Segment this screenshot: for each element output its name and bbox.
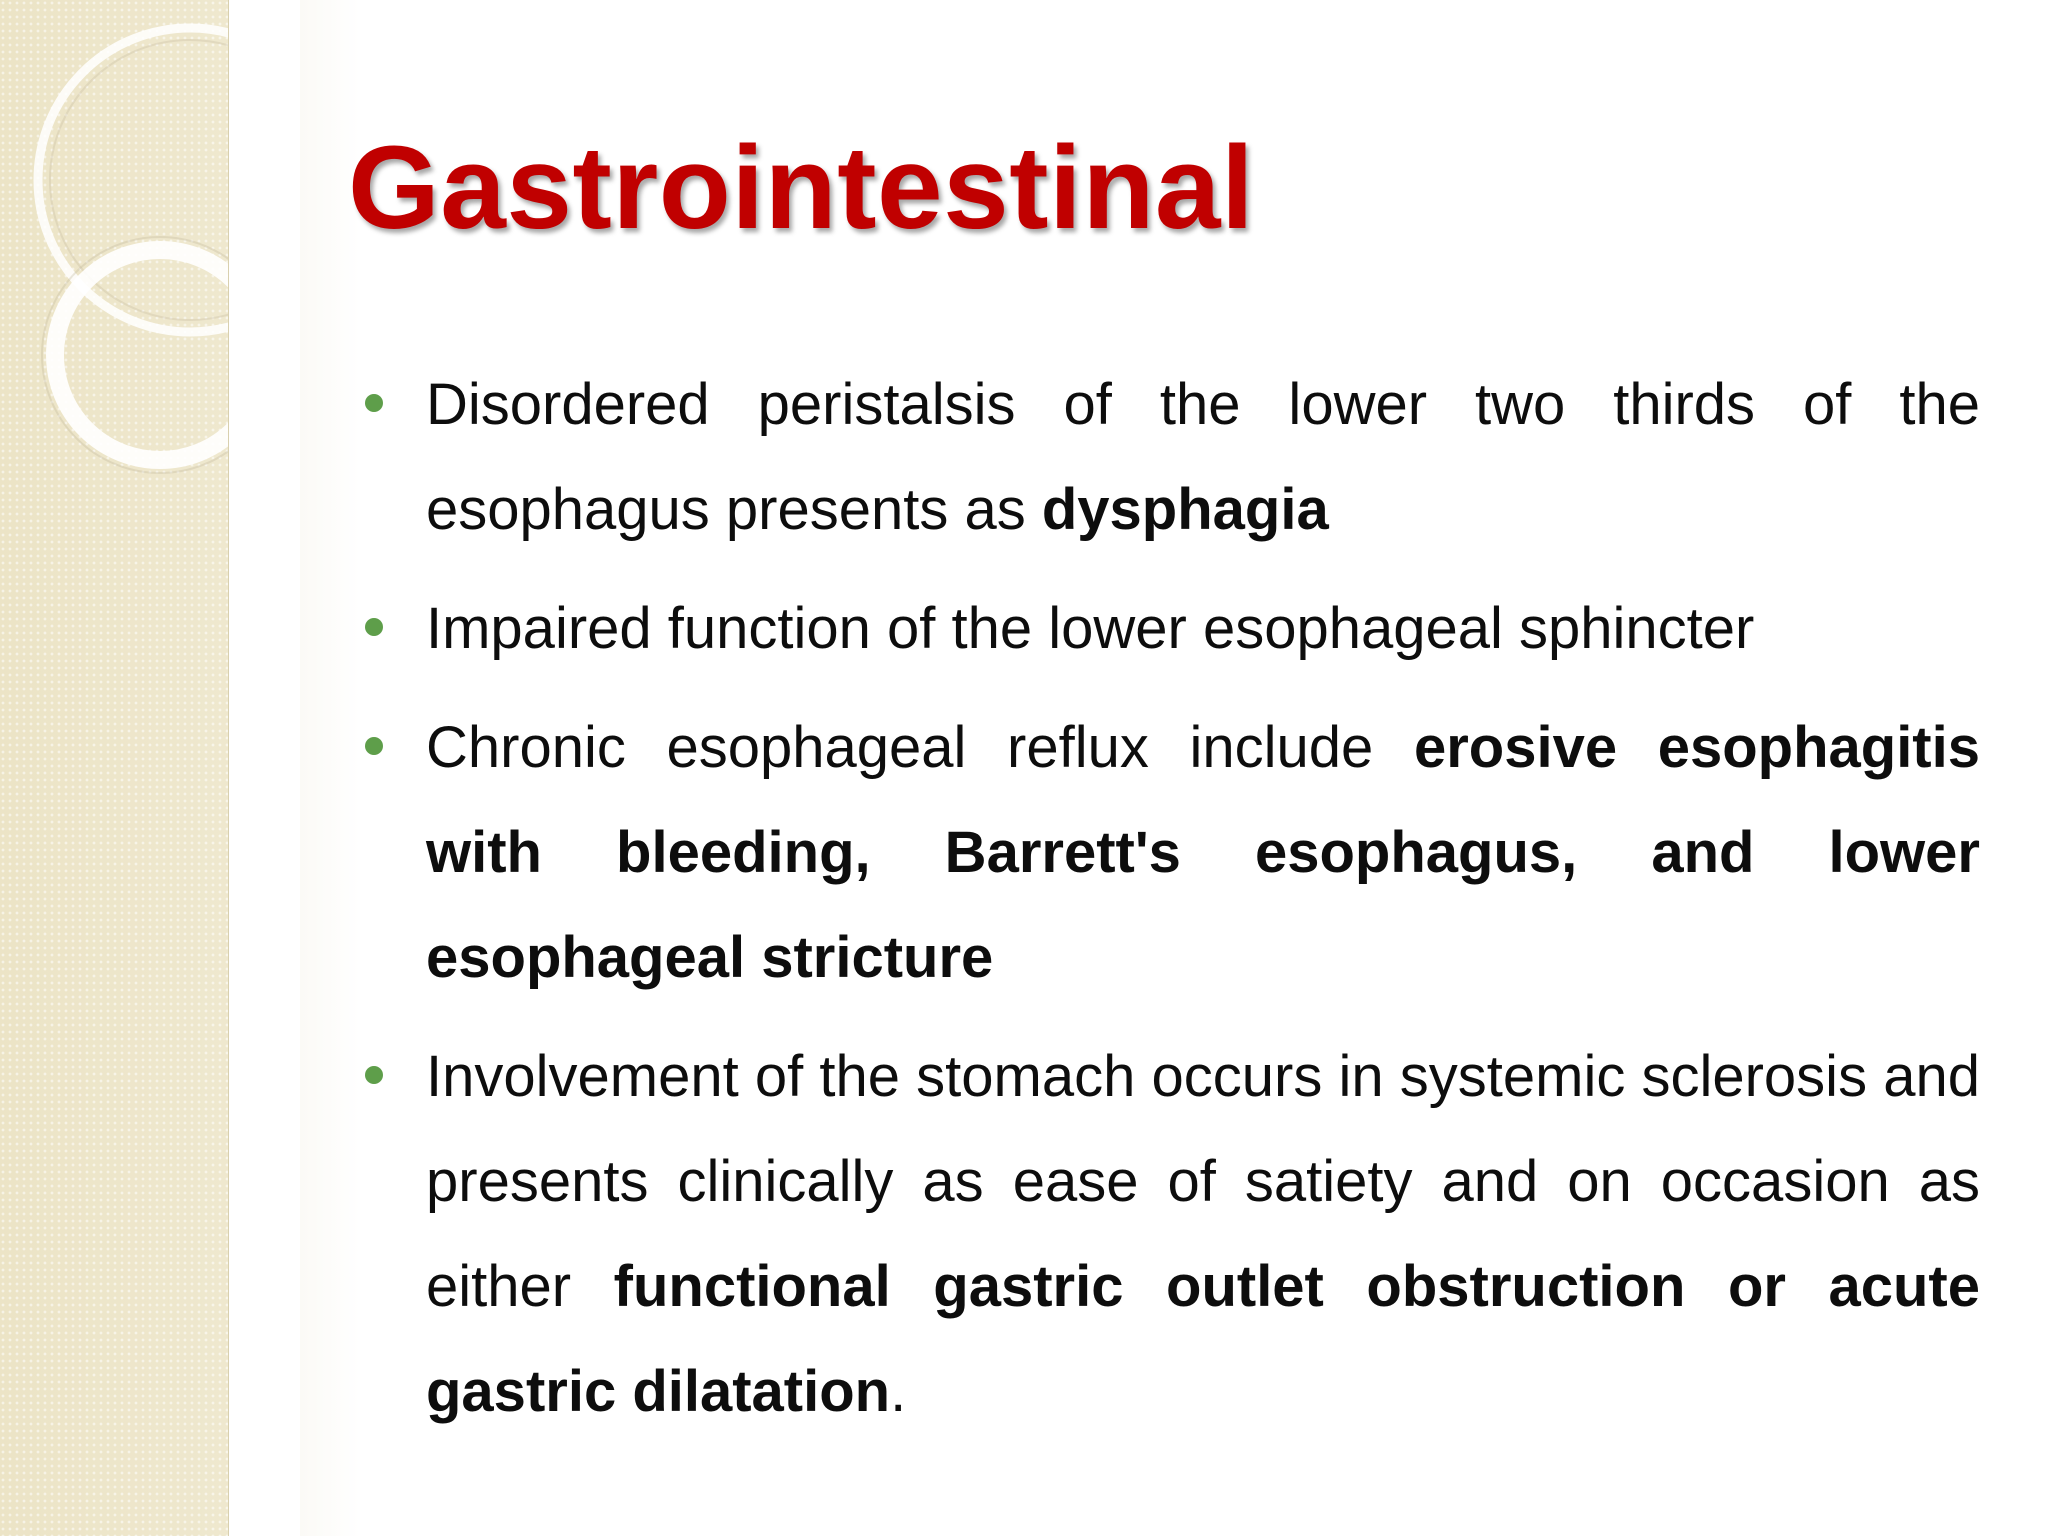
bullet-text [426, 352, 1980, 562]
bullet-text-bold-segment: dysphagia [1041, 477, 1329, 542]
bullet-text-segment: . [890, 1359, 907, 1424]
bullet-text [426, 1024, 1980, 1444]
bullet-text-segment: Impaired function of the lower esophageal sphincter [426, 596, 1755, 661]
bullet-marker-icon [365, 618, 383, 636]
bullet-item [360, 695, 1980, 1010]
bullet-item [360, 576, 1980, 681]
slide-title: Gastrointestinal [348, 122, 1255, 254]
bullet-marker-icon [365, 394, 383, 412]
rings-decoration-icon [0, 0, 228, 520]
bullet-text-bold-segment: erosive esophagitis with bleeding, Barrett's esophagus, and lower esophageal stricture [426, 715, 1980, 990]
bullet-text-bold-segment: functional gastric outlet obstruction or acute gastric dilatation [426, 1254, 1981, 1424]
bullet-text [426, 576, 1980, 681]
bullet-marker-icon [365, 737, 383, 755]
bullet-text-segment: Chronic esophageal reflux include [426, 715, 1414, 780]
decorative-side-band [0, 0, 229, 1536]
bullet-item [360, 352, 1980, 562]
bullet-text-segment: Involvement of the stomach occurs in systemic sclerosis and presents clinically as ease of satiety and on occasion as either [426, 1044, 1980, 1319]
bullet-text-segment: Disordered peristalsis of the lower two thirds of the esophagus presents as [426, 372, 1980, 542]
bullet-text [426, 695, 1980, 1010]
bullet-item [360, 1024, 1980, 1444]
bullet-list [360, 352, 1980, 1458]
bullet-marker-icon [365, 1066, 383, 1084]
